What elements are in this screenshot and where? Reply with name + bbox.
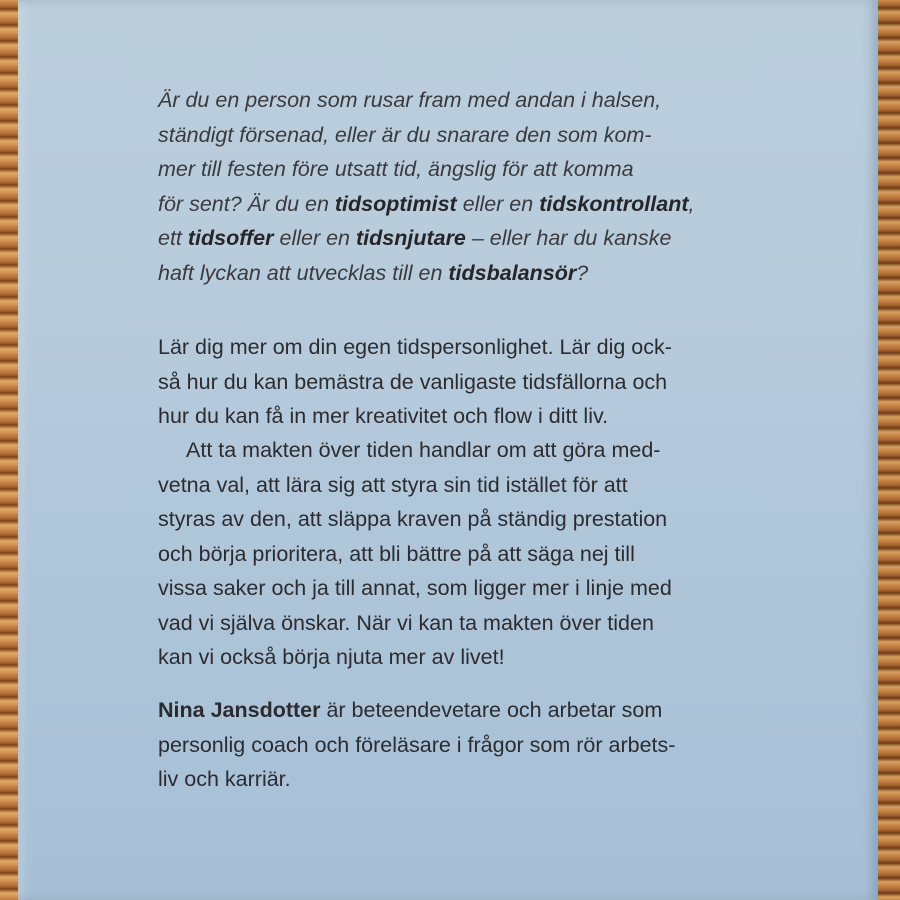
bold-term: tidsoffer (187, 226, 274, 250)
intro-line (158, 256, 742, 291)
intro-text: eller en (456, 191, 540, 216)
author-bio-start: är beteendevetare och arbetar som (320, 698, 663, 722)
author-line: liv och karriär. (158, 767, 291, 791)
author-paragraph (158, 693, 742, 797)
intro-text: ständigt försenad, eller är du snarare den som kom- (158, 122, 652, 147)
author-line: personlig coach och föreläsare i frågor som rör arbets- (158, 732, 676, 757)
body-paragraph-2 (158, 433, 742, 675)
intro-text: mer till festen före utsatt tid, ängslig för att komma (158, 157, 634, 181)
intro-text: – eller har du kanske (465, 226, 672, 250)
intro-text: ? (576, 260, 589, 285)
body-line: Att ta makten över tiden handlar om att göra med- (186, 438, 661, 462)
body-line: hur du kan få in mer kreativitet och flow i ditt liv. (158, 404, 609, 428)
body-line: styras av den, att släppa kraven på ständig prestation (158, 507, 668, 531)
bold-term: tidsnjutare (355, 226, 466, 250)
wood-background-left (0, 0, 20, 900)
intro-line (158, 187, 742, 222)
intro-text: eller en (273, 226, 356, 250)
intro-line (158, 152, 742, 187)
intro-line (158, 118, 742, 153)
intro-line (158, 221, 742, 256)
intro-text: Är du en person som rusar fram med andan i halsen, (158, 88, 662, 112)
intro-line (158, 83, 742, 118)
body-line: vetna val, att lära sig att styra sin tid istället för att (158, 472, 628, 497)
body-line: Lär dig mer om din egen tidspersonlighet. Lär dig ock- (158, 335, 672, 359)
intro-text: ett (158, 226, 188, 250)
body-line: vissa saker och ja till annat, som ligger mer i linje med (158, 576, 672, 600)
body-line: kan vi också börja njuta mer av livet! (158, 645, 505, 669)
body-line: vad vi själva önskar. När vi kan ta makten över tiden (158, 610, 654, 635)
intro-text: för sent? Är du en (158, 191, 335, 216)
intro-text: haft lyckan att utvecklas till en (158, 260, 449, 285)
intro-paragraph (158, 83, 742, 290)
bold-term: tidsbalansör (448, 260, 577, 285)
body-line: och börja prioritera, att bli bättre på att säga nej till (158, 541, 635, 566)
bold-term: tidsoptimist (334, 191, 457, 216)
author-line (158, 693, 742, 728)
intro-text: , (688, 191, 695, 216)
body-line: så hur du kan bemästra de vanligaste tidsfällorna och (158, 369, 668, 394)
author-name: Nina Jansdotter (158, 698, 321, 722)
wood-background-right (878, 0, 900, 900)
bold-term: tidskontrollant (539, 191, 689, 216)
body-paragraph-1 (158, 330, 742, 434)
